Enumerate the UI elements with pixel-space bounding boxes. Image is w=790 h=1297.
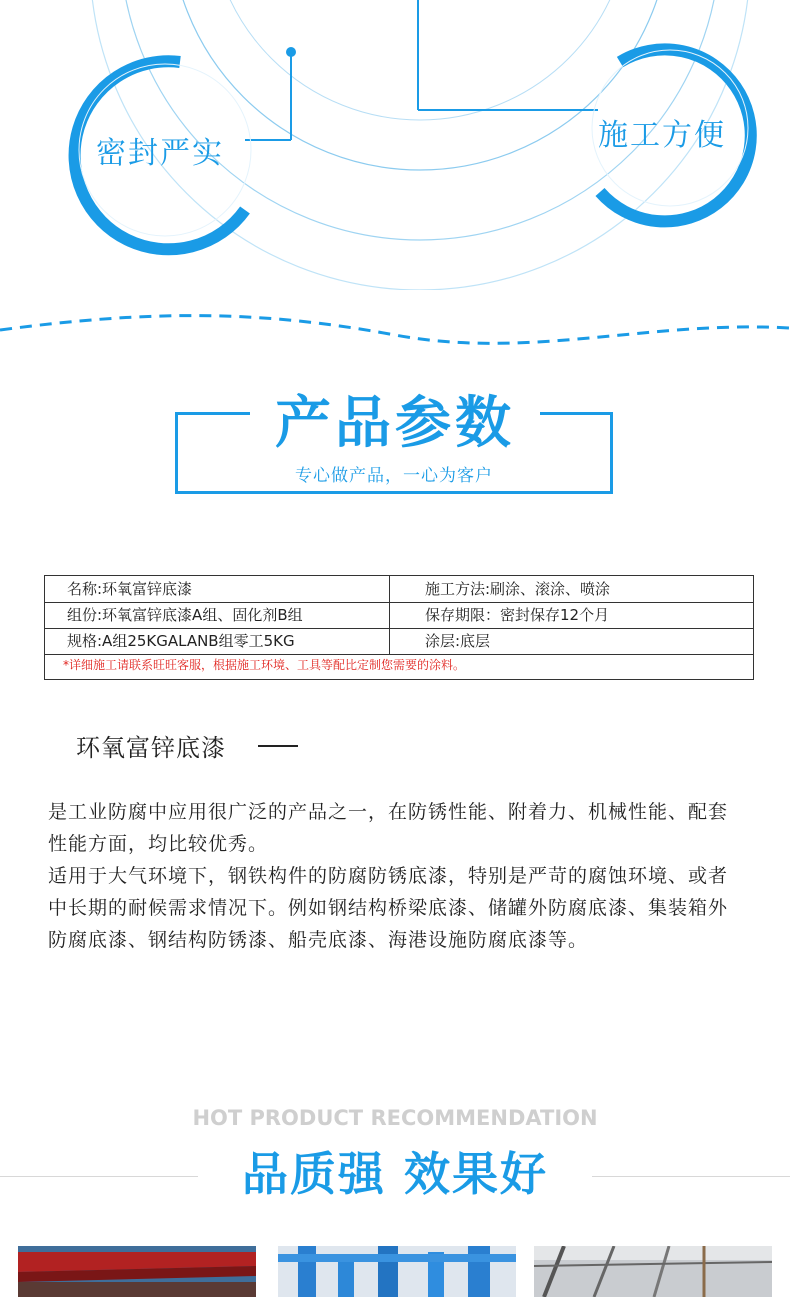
section-subtitle: 专心做产品，一心为客户 [295, 466, 493, 486]
blue-pipes-photo [278, 1246, 516, 1297]
spec-note: *详细施工请联系旺旺客服，根据施工环境、工具等配比定制您需要的涂料。 [63, 658, 466, 672]
product-thumbnail-steel-frame[interactable] [534, 1246, 772, 1297]
hot-recommendation-english: HOT PRODUCT RECOMMENDATION [192, 1106, 598, 1130]
spec-name: 名称:环氧富锌底漆 [67, 580, 193, 598]
feature-label-easy-construction: 施工方便 [598, 118, 726, 153]
table-row [45, 602, 753, 629]
heading-dash [258, 745, 298, 747]
description-paragraph: 适用于大气环境下，钢铁构件的防腐防锈底漆，特别是严苛的腐蚀环境、或者中长期的耐候需求情况下。例如钢结构桥梁底漆、储罐外防腐底漆、集装箱外防腐底漆、钢结构防锈漆、船壳底漆、海港设施防腐底漆等。 [48, 865, 729, 951]
spec-size: 规格:A组25KGALANB组零工5KG [67, 632, 295, 650]
red-steel-structure-photo [18, 1246, 256, 1297]
product-thumbnail-blue-pipes[interactable] [278, 1246, 516, 1297]
spec-shelf-life: 保存期限：密封保存12个月 [425, 606, 610, 624]
spec-table [44, 575, 754, 680]
steel-frame-photo [534, 1246, 772, 1297]
table-row [45, 628, 753, 655]
description-heading: 环氧富锌底漆 [76, 734, 226, 762]
description-paragraph: 是工业防腐中应用很广泛的产品之一，在防锈性能、附着力、机械性能、配套性能方面，均比较优秀。 [48, 801, 729, 855]
spec-coating: 涂层:底层 [425, 632, 491, 650]
section-title: 产品参数 [250, 388, 540, 460]
hot-recommendation-title: 品质强 效果好 [241, 1147, 548, 1201]
spec-method: 施工方法:刷涂、滚涂、喷涂 [425, 580, 611, 598]
spec-components: 组份:环氧富锌底漆A组、固化剂B组 [67, 606, 303, 624]
product-thumbnail-red-structure[interactable] [18, 1246, 256, 1297]
dashed-wave-divider [0, 300, 790, 370]
table-row [45, 576, 753, 603]
feature-label-sealed: 密封严实 [96, 136, 224, 171]
